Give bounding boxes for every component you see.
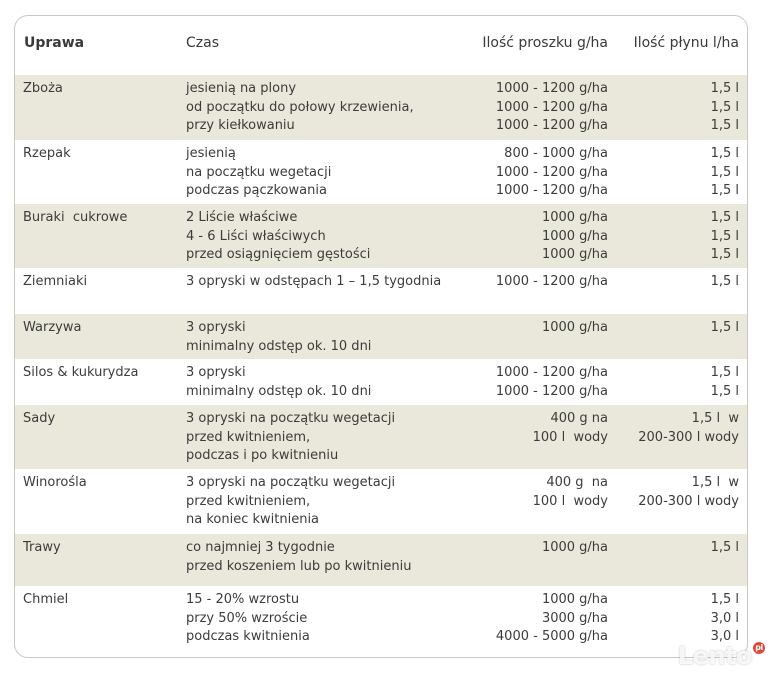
powder-line: 800 - 1000 g/ha — [504, 146, 608, 161]
cell-liquid — [711, 209, 739, 265]
cell-crop: Warzywa — [23, 320, 82, 335]
table-row — [15, 469, 747, 534]
powder-line: 1000 - 1200 g/ha — [495, 365, 608, 380]
cell-time — [186, 591, 310, 647]
liquid-line: 1,5 l — [710, 183, 739, 198]
table-row — [15, 268, 747, 314]
header-liquid: Ilość płynu l/ha — [633, 35, 739, 51]
powder-line: 100 l wody — [532, 493, 608, 509]
powder-line: 100 l wody — [532, 429, 608, 445]
header-crop: Uprawa — [24, 35, 85, 51]
powder-line: 1000 g/ha — [541, 247, 608, 262]
liquid-line: 1,5 l — [710, 383, 739, 399]
time-line: 3 opryski — [186, 365, 246, 380]
table-row — [15, 75, 747, 140]
time-line: 3 opryski — [186, 320, 246, 335]
cell-crop: Trawy — [23, 540, 61, 555]
time-line: minimalny odstęp ok. 10 dni — [186, 338, 372, 354]
time-line: podczas pączkowania — [186, 183, 327, 198]
table-row — [15, 314, 747, 359]
powder-line: 1000 g/ha — [541, 210, 608, 225]
cell-crop: Ziemniaki — [23, 274, 88, 289]
cell-powder — [496, 591, 608, 647]
cell-liquid — [638, 474, 739, 511]
liquid-line: 1,5 l — [710, 81, 739, 96]
liquid-line: 1,5 l w — [691, 475, 739, 490]
cell-time — [186, 319, 371, 356]
time-line: przy 50% wzroście — [186, 610, 308, 626]
time-line: minimalny odstęp ok. 10 dni — [186, 383, 372, 399]
cell-time — [186, 410, 395, 466]
time-line: podczas i po kwitnieniu — [186, 448, 339, 463]
cell-liquid — [711, 319, 739, 338]
cell-powder — [542, 539, 608, 558]
time-line: przy kiełkowaniu — [186, 118, 295, 133]
cell-crop: Rzepak — [23, 146, 71, 161]
liquid-line: 3,0 l — [710, 629, 739, 644]
powder-line: 4000 - 5000 g/ha — [495, 629, 608, 644]
cell-crop: Sady — [23, 411, 56, 426]
powder-line: 1000 - 1200 g/ha — [495, 99, 608, 115]
liquid-line: 1,5 l w — [691, 411, 739, 426]
liquid-line: 1,5 l — [710, 146, 739, 161]
time-line: przed koszeniem lub po kwitnieniu — [186, 558, 412, 574]
liquid-line: 1,5 l — [710, 118, 739, 133]
powder-line: 1000 g/ha — [541, 228, 608, 244]
time-line: 2 Liście właściwe — [186, 210, 298, 225]
cell-powder — [496, 364, 608, 401]
cell-liquid — [711, 591, 739, 647]
cell-liquid — [638, 410, 739, 447]
powder-line: 400 g na — [550, 411, 608, 426]
cell-time — [186, 80, 414, 136]
dosage-table — [14, 15, 748, 658]
time-line: przed kwitnieniem, — [186, 493, 311, 509]
cell-crop: Buraki cukrowe — [23, 210, 128, 225]
cell-time — [186, 209, 370, 265]
cell-crop: Chmiel — [23, 592, 69, 607]
cell-powder — [533, 474, 608, 511]
cell-crop: Silos & kukurydza — [23, 365, 139, 380]
cell-powder — [496, 145, 608, 201]
cell-powder — [542, 319, 608, 338]
table-row — [15, 140, 747, 204]
liquid-line: 1,5 l — [710, 365, 739, 380]
liquid-line: 1,5 l — [710, 320, 739, 335]
liquid-line: 3,0 l — [710, 610, 739, 626]
powder-line: 1000 g/ha — [541, 592, 608, 607]
header-powder: Ilość proszku g/ha — [482, 35, 608, 51]
cell-crop: Zboża — [23, 81, 63, 96]
powder-line: 3000 g/ha — [541, 610, 608, 626]
powder-line: 400 g na — [546, 475, 608, 490]
cell-time — [186, 364, 371, 401]
table-row — [15, 359, 747, 405]
liquid-line: 200-300 l wody — [638, 429, 739, 445]
cell-liquid — [711, 364, 739, 401]
powder-line: 1000 - 1200 g/ha — [495, 274, 608, 289]
cell-crop: Winorośla — [23, 475, 87, 490]
table-row — [15, 405, 747, 469]
powder-line: 1000 g/ha — [541, 320, 608, 335]
liquid-line: 1,5 l — [710, 592, 739, 607]
cell-time — [186, 145, 331, 201]
liquid-line: 200-300 l wody — [638, 493, 739, 509]
cell-liquid — [711, 539, 739, 558]
header-time: Czas — [186, 35, 219, 51]
liquid-line: 1,5 l — [710, 99, 739, 115]
table-header — [15, 16, 747, 74]
table-row — [15, 534, 747, 586]
cell-powder — [542, 209, 608, 265]
pl-badge-icon: pl — [753, 642, 765, 654]
lento-watermark-logo: Lento pl — [678, 642, 765, 670]
liquid-line: 1,5 l — [710, 164, 739, 180]
time-line: podczas kwitnienia — [186, 629, 310, 644]
time-line: 4 - 6 Liści właściwych — [186, 228, 326, 244]
time-line: 3 opryski na początku wegetacji — [186, 475, 396, 490]
table-row — [15, 204, 747, 268]
time-line: na początku wegetacji — [186, 164, 332, 180]
powder-line: 1000 - 1200 g/ha — [495, 164, 608, 180]
time-line: 15 - 20% wzrostu — [186, 592, 300, 607]
liquid-line: 1,5 l — [710, 274, 739, 289]
time-line: na koniec kwitnienia — [186, 512, 320, 527]
powder-line: 1000 g/ha — [541, 540, 608, 555]
cell-time — [186, 539, 411, 576]
time-line: 3 opryski w odstępach 1 – 1,5 tygodnia — [186, 274, 442, 289]
liquid-line: 1,5 l — [710, 210, 739, 225]
time-line: jesienią — [186, 146, 236, 161]
liquid-line: 1,5 l — [710, 540, 739, 555]
time-line: co najmniej 3 tygodnie — [186, 540, 335, 555]
powder-line: 1000 - 1200 g/ha — [495, 383, 608, 399]
cell-liquid — [711, 145, 739, 201]
cell-liquid — [711, 80, 739, 136]
cell-powder — [496, 273, 608, 292]
time-line: przed osiągnięciem gęstości — [186, 247, 371, 262]
powder-line: 1000 - 1200 g/ha — [495, 183, 608, 198]
table-row — [15, 586, 747, 658]
time-line: przed kwitnieniem, — [186, 429, 311, 445]
time-line: od początku do połowy krzewienia, — [186, 99, 414, 115]
cell-liquid — [711, 273, 739, 292]
liquid-line: 1,5 l — [710, 247, 739, 262]
cell-time — [186, 273, 441, 292]
powder-line: 1000 - 1200 g/ha — [495, 118, 608, 133]
liquid-line: 1,5 l — [710, 228, 739, 244]
time-line: 3 opryski na początku wegetacji — [186, 411, 396, 426]
cell-time — [186, 474, 395, 530]
powder-line: 1000 - 1200 g/ha — [495, 81, 608, 96]
time-line: jesienią na plony — [186, 81, 297, 96]
cell-powder — [533, 410, 608, 447]
cell-powder — [496, 80, 608, 136]
